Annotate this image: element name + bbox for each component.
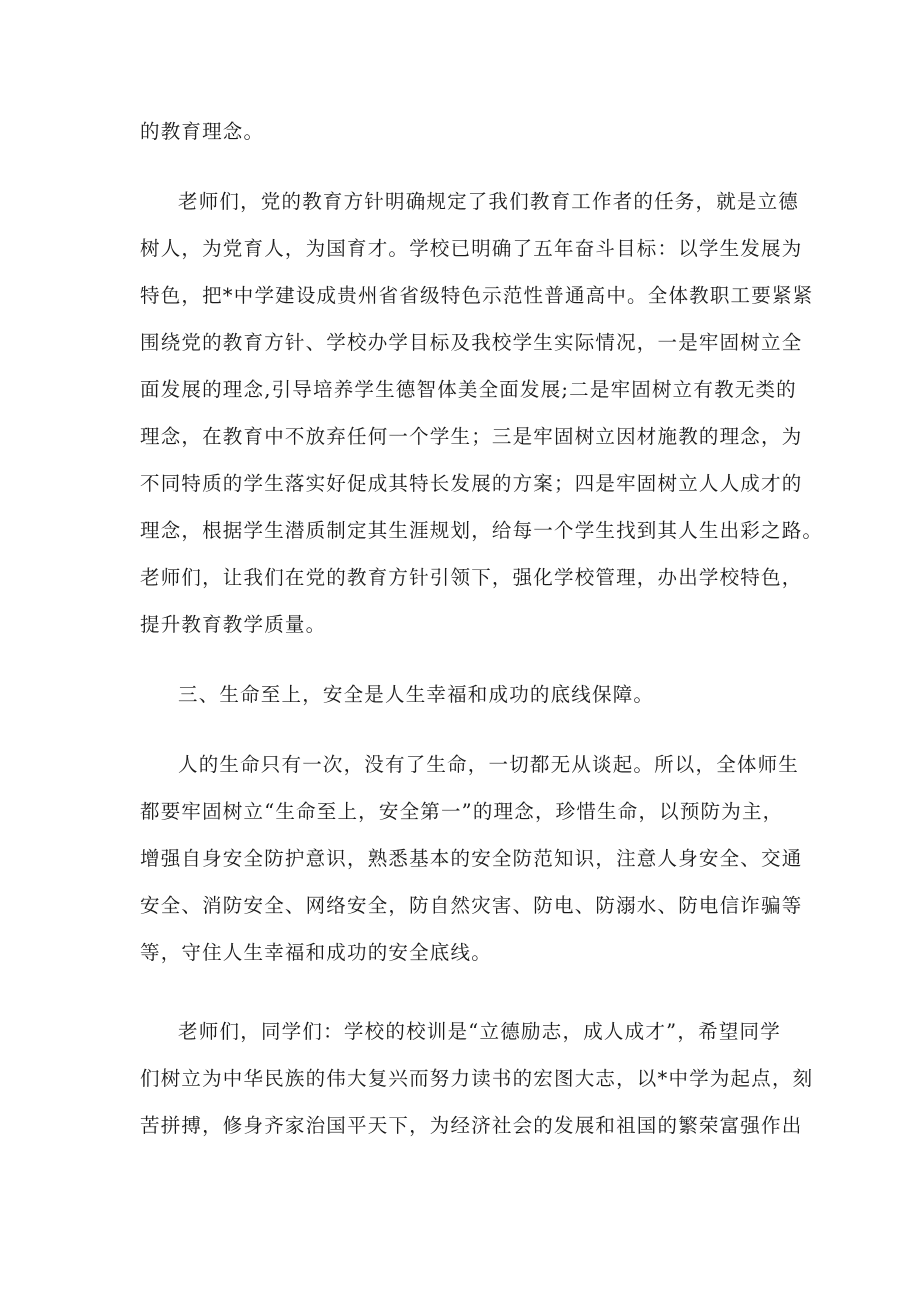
text-line: 安全、消防安全、网络安全，防自然灾害、防电、防溺水、防电信诈骗等 <box>140 894 803 917</box>
section-heading: 三、生命至上，安全是人生幸福和成功的底线保障。 <box>178 683 655 706</box>
text-line: 理念，根据学生潜质制定其生涯规划，给每一个学生找到其人生出彩之路。 <box>140 519 824 542</box>
text-line: 人的生命只有一次，没有了生命，一切都无从谈起。所以，全体师生 <box>178 753 800 776</box>
text-line: 特色，把*中学建设成贵州省省级特色示范性普通高中。全体教职工要紧紧 <box>140 284 814 307</box>
text-line: 提升教育教学质量。 <box>140 613 327 636</box>
text-line: 理念，在教育中不放弃任何一个学生；三是牢固树立因材施教的理念，为 <box>140 425 803 448</box>
text-line: 树人，为党育人，为国育才。学校已明确了五年奋斗目标：以学生发展为 <box>140 237 803 260</box>
text-line: 的教育理念。 <box>140 120 265 143</box>
text-line: 都要牢固树立“生命至上，安全第一”的理念，珍惜生命，以预防为主， <box>140 800 784 823</box>
text-line: 面发展的理念,引导培养学生德智体美全面发展;二是牢固树立有教无类的 <box>140 378 797 401</box>
text-line: 们树立为中华民族的伟大复兴而努力读书的宏图大志，以*中学为起点，刻 <box>140 1067 814 1090</box>
text-line: 围绕党的教育方针、学校办学目标及我校学生实际情况，一是牢固树立全 <box>140 331 803 354</box>
text-line: 不同特质的学生落实好促成其特长发展的方案；四是牢固树立人人成才的 <box>140 472 803 495</box>
text-line: 老师们，让我们在党的教育方针引领下，强化学校管理，办出学校特色， <box>140 566 803 589</box>
text-line: 等，守住人生幸福和成功的安全底线。 <box>140 941 492 964</box>
text-line: 老师们，党的教育方针明确规定了我们教育工作者的任务，就是立德 <box>178 190 800 213</box>
text-line: 苦拼搏，修身齐家治国平天下，为经济社会的发展和祖国的繁荣富强作出 <box>140 1114 803 1137</box>
text-line: 老师们，同学们：学校的校训是“立德励志，成人成才”，希望同学 <box>178 1020 781 1043</box>
text-line: 增强自身安全防护意识，熟悉基本的安全防范知识，注意人身安全、交通 <box>140 847 803 870</box>
